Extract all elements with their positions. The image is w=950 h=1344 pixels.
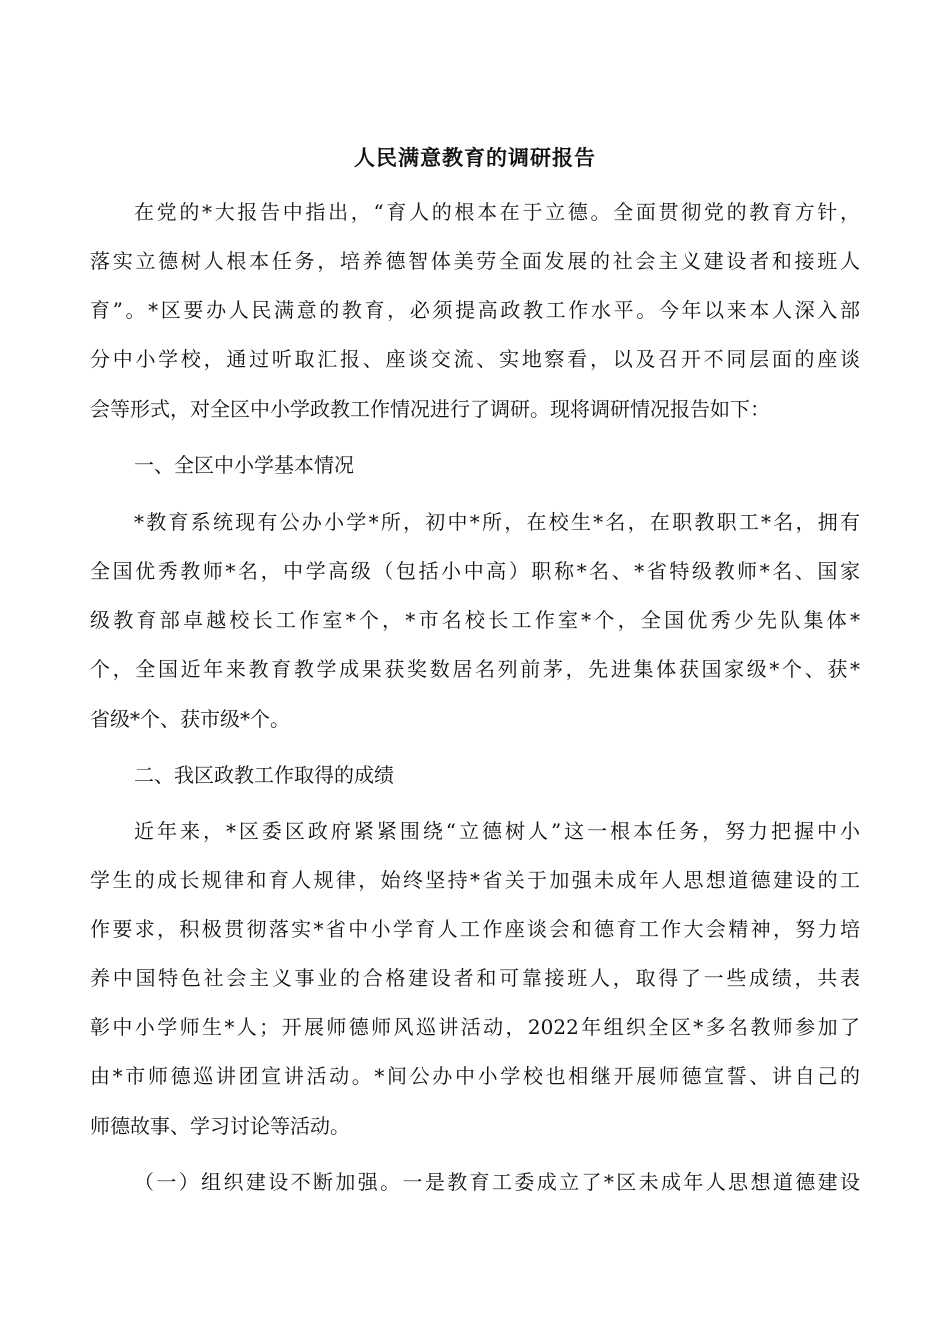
paragraph-line: 全国优秀教师*名，中学高级（包括小中高）职称*名、*省特级教师*名、国家: [90, 559, 860, 583]
section-heading: 二、我区政教工作取得的成绩: [134, 763, 394, 787]
paragraph-line: 落实立德树人根本任务，培养德智体美劳全面发展的社会主义建设者和接班人: [90, 249, 860, 273]
paragraph-line: 师德故事、学习讨论等活动。: [90, 1114, 350, 1138]
paragraph-line: 育”。*区要办人民满意的教育，必须提高政教工作水平。今年以来本人深入部: [90, 298, 860, 322]
paragraph-line: 由*市师德巡讲团宣讲活动。*间公办中小学校也相继开展师德宣誓、讲自己的: [90, 1064, 860, 1088]
paragraph-line: 近年来，*区委区政府紧紧围绕“立德树人”这一根本任务，努力把握中小: [134, 819, 860, 843]
paragraph-line: 个，全国近年来教育教学成果获奖数居名列前茅，先进集体获国家级*个、获*: [90, 657, 860, 681]
paragraph-line: 学生的成长规律和育人规律，始终坚持*省关于加强未成年人思想道德建设的工: [90, 868, 860, 892]
paragraph-line: *教育系统现有公办小学*所，初中*所，在校生*名，在职教职工*名，拥有: [134, 510, 860, 534]
paragraph-line: 在党的*大报告中指出，“育人的根本在于立德。全面贯彻党的教育方针，: [134, 200, 860, 224]
paragraph-line: 分中小学校，通过听取汇报、座谈交流、实地察看，以及召开不同层面的座谈: [90, 347, 860, 371]
paragraph-line: 级教育部卓越校长工作室*个，*市名校长工作室*个，全国优秀少先队集体*: [90, 608, 860, 632]
subsection-line: （一）组织建设不断加强。一是教育工委成立了*区未成年人思想道德建设: [134, 1170, 860, 1194]
paragraph-line: 作要求，积极贯彻落实*省中小学育人工作座谈会和德育工作大会精神，努力培: [90, 917, 860, 941]
paragraph-line: 会等形式，对全区中小学政教工作情况进行了调研。现将调研情况报告如下：: [90, 397, 770, 421]
paragraph-line: 彰中小学师生*人；开展师德师风巡讲活动，2022年组织全区*多名教师参加了: [90, 1015, 860, 1039]
paragraph-line: 省级*个、获市级*个。: [90, 707, 290, 731]
document-title: 人民满意教育的调研报告: [354, 145, 596, 170]
paragraph-line: 养中国特色社会主义事业的合格建设者和可靠接班人，取得了一些成绩，共表: [90, 966, 860, 990]
section-heading: 一、全区中小学基本情况: [134, 453, 354, 477]
